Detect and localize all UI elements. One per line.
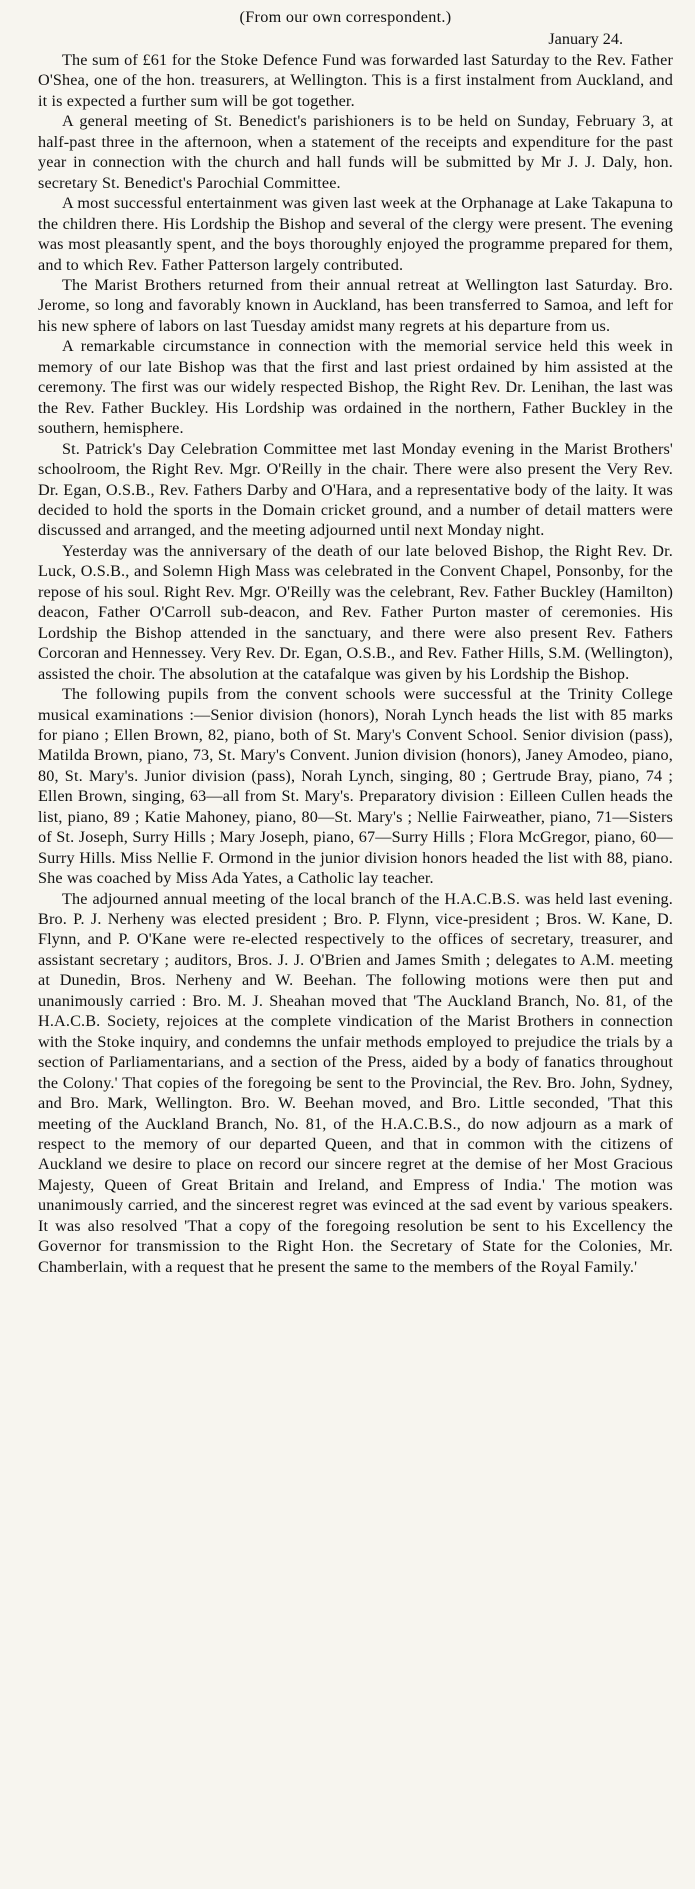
paragraph-st-patricks-committee: St. Patrick's Day Celebration Committee met last Monday evening in the Marist Brothers' schoolroom, the Right Rev. Mgr. O'Reilly in the chair. There were also present the Very Rev. Dr. Egan, O.S.B., Rev. Fathers Darby and O'Hara, and a representative body of the laity. It was decided to hold the sports in the Domain cricket ground, and a number of detail matters were discussed and arranged, and the meeting adjourned until next Monday night. xyxy=(38,439,673,540)
dateline: January 24. xyxy=(548,30,623,48)
paragraph-orphanage-entertainment: A most successful entertainment was given last week at the Orphanage at Lake Takapuna to the children there. His Lordship the Bishop and several of the clergy were present. The evening was most pleasantly spent, and the boys thoroughly enjoyed the programme prepared for them, and to which Rev. Father Patterson largely contributed. xyxy=(38,194,673,274)
article-body xyxy=(38,50,673,1277)
paragraph-parish-meeting: A general meeting of St. Benedict's parishioners is to be held on Sunday, February 3, at half-past three in the afternoon, when a statement of the receipts and expenditure for the past year in connection with the church and hall funds will be submitted by Mr J. J. Daly, hon. secretary St. Benedict's Parochial Committee. xyxy=(38,112,673,192)
byline: (From our own correspondent.) xyxy=(239,8,452,26)
paragraph-marist-brothers: The Marist Brothers returned from their annual retreat at Wellington last Saturday. Bro. Jerome, so long and favorably known in Auckland, has been transferred to Samoa, and left for his new sphere of labors on last Tuesday amidst many regrets at his departure from us. xyxy=(38,275,673,335)
paragraph-anniversary-mass: Yesterday was the anniversary of the death of our late beloved Bishop, the Right Rev. Dr. Luck, O.S.B., and Solemn High Mass was celebrated in the Convent Chapel, Ponsonby, for the repose of his soul. Right Rev. Mgr. O'Reilly was the celebrant, Rev. Father Buckley (Hamilton) deacon, Father O'Carroll sub-deacon, and Rev. Father Purton master of ceremonies. His Lordship the Bishop attended in the sanctuary, and there were also present Rev. Fathers Corcoran and Hennessey. Very Rev. Dr. Egan, O.S.B., and Rev. Father Hills, S.M. (Wellington), assisted the choir. The absolution at the catafalque was given by his Lordship the Bishop. xyxy=(38,541,674,683)
paragraph-memorial-service: A remarkable circumstance in connection with the memorial service held this week in memory of our late Bishop was that the first and last priest ordained by him assisted at the ceremony. The first was our widely respected Bishop, the Right Rev. Dr. Lenihan, the last was the Rev. Father Buckley. His Lordship was ordained in the northern, Father Buckley in the southern, hemisphere. xyxy=(38,337,673,438)
paragraph-hacbs-meeting: The adjourned annual meeting of the local branch of the H.A.C.B.S. was held last evening. Bro. P. J. Nerheny was elected president ; Bro. P. Flynn, vice-president ; Bros. W. Kane, D. Flynn, and P. O'Kane were re-elected respectively to the offices of secretary, treasurer, and assistant secretary ; auditors, Bros. J. J. O'Brien and James Smith ; delegates to A.M. meeting at Dunedin, Bros. Nerheny and W. Beehan. The following motions were then put and unanimously carried : Bro. M. J. Sheahan moved that 'The Auckland Branch, No. 81, of the H.A.C.B. Society, rejoices at the complete vindication of the Marist Brothers in connection with the Stoke inquiry, and condemns the unfair methods employed to prejudice the trials by a section of Parliamentarians, and a section of the Press, aided by a body of fanatics throughout the Colony.' That copies of the foregoing be sent to the Provincial, the Rev. Bro. John, Sydney, and Bro. Mark, Wellington. Bro. W. Beehan moved, and Bro. Little seconded, 'That this meeting of the Auckland Branch, No. 81, of the H.A.C.B.S., do now adjourn as a mark of respect to the memory of our departed Queen, and that in common with the citizens of Auckland we desire to place on record our sincere regret at the demise of her Most Gracious Majesty, Queen of Great Britain and Ireland, and Empress of India.' The motion was unanimously carried, and the sincerest regret was evinced at the sad event by various speakers. It was also resolved 'That a copy of the foregoing resolution be sent to his Excellency the Governor for transmission to the Right Hon. the Secretary of State for the Colonies, Mr. Chamberlain, with a request that he present the same to the members of the Royal Family.' xyxy=(38,889,673,1276)
paragraph-stoke-fund: The sum of £61 for the Stoke Defence Fund was forwarded last Saturday to the Rev. Father O'Shea, one of the hon. treasurers, at Wellington. This is a first instalment from Auckland, and it is expected a further sum will be got together. xyxy=(38,51,673,110)
paragraph-music-examinations: The following pupils from the convent schools were successful at the Trinity College musical examinations :—Senior division (honors), Norah Lynch heads the list with 85 marks for piano ; Ellen Brown, 82, piano, both of St. Mary's Convent School. Senior division (pass), Matilda Brown, piano, 73, St. Mary's Convent. Junion division (honors), Janey Amodeo, piano, 80, St. Mary's. Junior division (pass), Norah Lynch, singing, 80 ; Gertrude Bray, piano, 74 ; Ellen Brown, singing, 63—all from St. Mary's. Preparatory division : Eilleen Cullen heads the list, piano, 89 ; Katie Mahoney, piano, 80—St. Mary's ; Nellie Fairweather, piano, 71—Sisters of St. Joseph, Surry Hills ; Mary Joseph, piano, 67—Surry Hills ; Flora McGregor, piano, 60—Surry Hills. Miss Nellie F. Ormond in the junior division honors headed the list with 88, piano. She was coached by Miss Ada Yates, a Catholic lay teacher. xyxy=(38,685,673,888)
